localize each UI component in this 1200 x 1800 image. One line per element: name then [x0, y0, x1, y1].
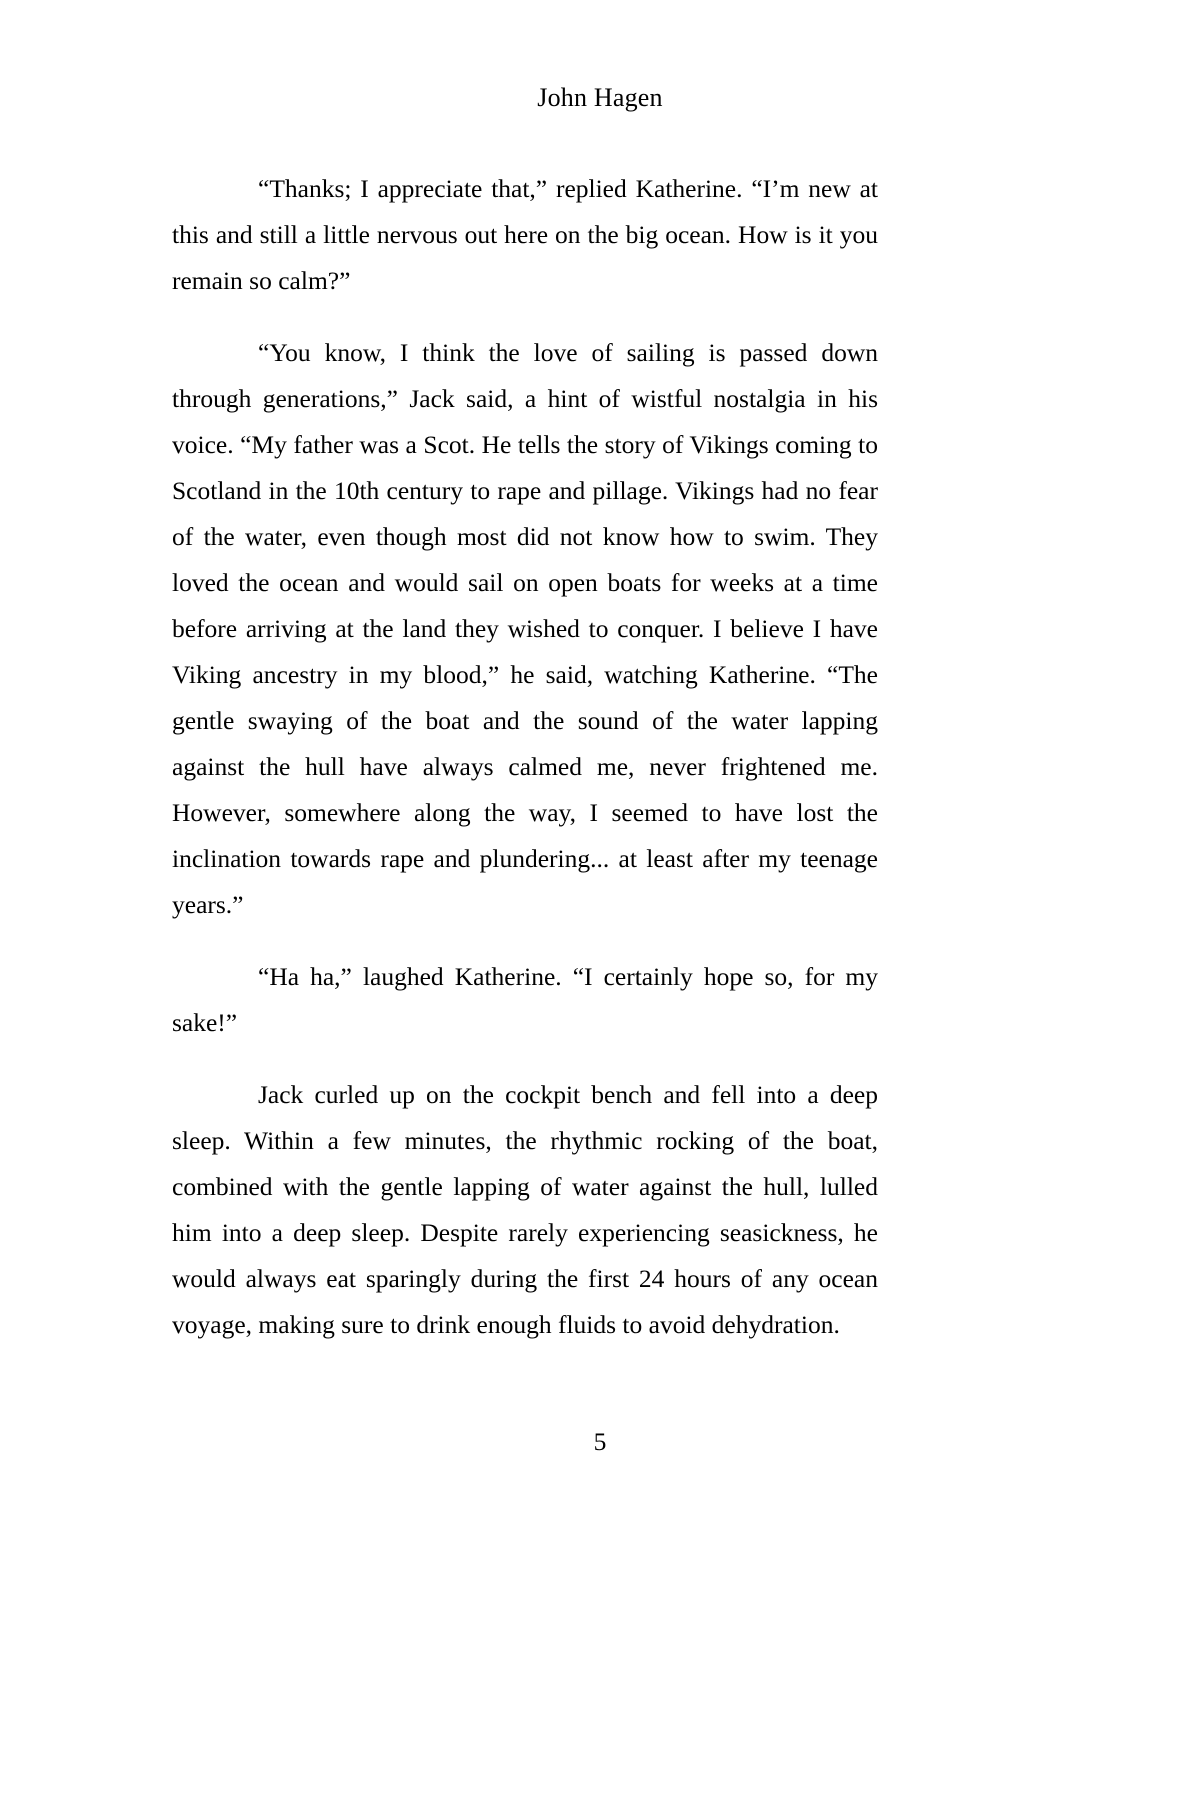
running-header: John Hagen: [537, 83, 663, 112]
paragraph: “Ha ha,” laughed Katherine. “I certainly hope so, for my sake!”: [172, 962, 878, 1037]
paragraph: “Thanks; I appreciate that,” replied Katherine. “I’m new at this and still a little nervous out here on the big ocean. How is it you remain so calm?”: [172, 174, 878, 295]
page-number: 5: [593, 1427, 607, 1456]
paragraph: Jack curled up on the cockpit bench and fell into a deep sleep. Within a few minutes, the rhythmic rocking of the boat, combined with the gentle lapping of water against the hull, lulled him into a deep sleep. Despite rarely experiencing seasickness, he would always eat sparingly during the first 24 hours of any ocean voyage, making sure to drink enough fluids to avoid dehydration.: [172, 1080, 878, 1339]
paragraph: “You know, I think the love of sailing is passed down through generations,” Jack said, a hint of wistful nostalgia in his voice. “My father was a Scot. He tells the story of Vikings coming to Scotland in the 10th century to rape and pillage. Vikings had no fear of the water, even though most did not know how to swim. They loved the ocean and would sail on open boats for weeks at a time before arriving at the land they wished to conquer. I believe I have Viking ancestry in my blood,” he said, watching Katherine. “The gentle swaying of the boat and the sound of the water lapping against the hull have always calmed me, never frightened me. However, somewhere along the way, I seemed to have lost the inclination towards rape and plundering... at least after my teenage years.”: [172, 338, 878, 919]
body-text: [172, 166, 878, 1348]
